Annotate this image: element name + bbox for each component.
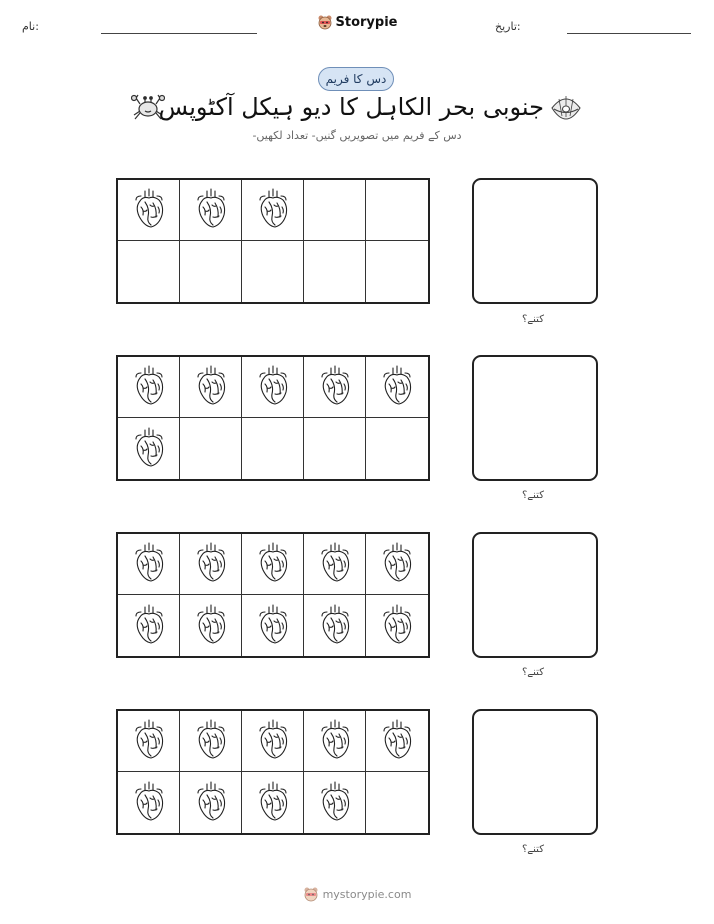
frame-cell — [242, 241, 304, 302]
frame-cell — [366, 180, 428, 241]
anatomical-heart-icon — [318, 541, 352, 587]
ten-frame — [116, 355, 430, 481]
frame-cell — [304, 711, 366, 772]
anatomical-heart-icon — [194, 780, 228, 826]
anatomical-heart-icon — [132, 603, 166, 649]
anatomical-heart-icon — [380, 541, 414, 587]
anatomical-heart-icon — [256, 187, 290, 233]
frame-cell — [304, 772, 366, 833]
frame-cell — [366, 595, 428, 656]
frame-cell — [304, 595, 366, 656]
anatomical-heart-icon — [132, 541, 166, 587]
answer-box[interactable] — [472, 355, 598, 481]
frame-cell — [118, 534, 180, 595]
anatomical-heart-icon — [318, 603, 352, 649]
frame-cell — [180, 711, 242, 772]
clam-shell-icon — [549, 92, 583, 122]
anatomical-heart-icon — [256, 364, 290, 410]
frame-cell — [118, 180, 180, 241]
footer — [0, 886, 714, 906]
frame-cell — [304, 534, 366, 595]
anatomical-heart-icon — [256, 718, 290, 764]
frame-cell — [366, 711, 428, 772]
frame-cell — [180, 241, 242, 302]
frame-cell — [242, 534, 304, 595]
frame-cell — [242, 595, 304, 656]
name-label: نام: — [22, 20, 39, 33]
frame-cell — [366, 418, 428, 479]
ten-frame — [116, 178, 430, 304]
answer-box[interactable] — [472, 532, 598, 658]
anatomical-heart-icon — [132, 718, 166, 764]
anatomical-heart-icon — [132, 187, 166, 233]
how-many-label: کتنے؟ — [522, 314, 544, 325]
frame-cell — [242, 711, 304, 772]
anatomical-heart-icon — [256, 541, 290, 587]
anatomical-heart-icon — [132, 780, 166, 826]
frame-cell — [366, 534, 428, 595]
frame-cell — [118, 711, 180, 772]
anatomical-heart-icon — [194, 187, 228, 233]
frame-cell — [180, 534, 242, 595]
anatomical-heart-icon — [318, 364, 352, 410]
anatomical-heart-icon — [380, 718, 414, 764]
frame-cell — [304, 241, 366, 302]
anatomical-heart-icon — [194, 364, 228, 410]
frame-cell — [180, 418, 242, 479]
how-many-label: کتنے؟ — [522, 490, 544, 501]
frame-cell — [242, 418, 304, 479]
frame-cell — [304, 180, 366, 241]
frame-cell — [118, 418, 180, 479]
frame-cell — [242, 357, 304, 418]
frame-cell — [304, 357, 366, 418]
frame-cell — [366, 772, 428, 833]
frame-cell — [366, 357, 428, 418]
date-write-line — [567, 33, 691, 34]
anatomical-heart-icon — [380, 364, 414, 410]
anatomical-heart-icon — [132, 364, 166, 410]
anatomical-heart-icon — [194, 541, 228, 587]
anatomical-heart-icon — [318, 780, 352, 826]
frame-cell — [366, 241, 428, 302]
frame-cell — [180, 180, 242, 241]
brand-name: Storypie — [335, 14, 398, 30]
frame-cell — [242, 180, 304, 241]
frame-cell — [118, 772, 180, 833]
how-many-label: کتنے؟ — [522, 844, 544, 855]
frame-cell — [304, 418, 366, 479]
instructions: دس کے فریم میں تصویریں گنیں- تعداد لکھیں- — [252, 129, 462, 142]
frame-cell — [118, 241, 180, 302]
bear-mascot-icon — [303, 886, 319, 902]
date-label: تاریخ: — [495, 20, 521, 33]
frame-cell — [118, 357, 180, 418]
worksheet-badge: دس کا فریم — [318, 67, 394, 91]
anatomical-heart-icon — [194, 603, 228, 649]
anatomical-heart-icon — [380, 603, 414, 649]
footer-url[interactable]: mystorypie.com — [322, 887, 412, 901]
frame-cell — [180, 772, 242, 833]
anatomical-heart-icon — [318, 718, 352, 764]
frame-cell — [180, 595, 242, 656]
frame-cell — [242, 772, 304, 833]
bear-mascot-icon — [317, 14, 333, 30]
anatomical-heart-icon — [256, 603, 290, 649]
frame-cell — [118, 595, 180, 656]
anatomical-heart-icon — [132, 426, 166, 472]
page-title: جنوبی بحر الکاہل کا دیو ہیکل آکٹوپس — [158, 93, 544, 121]
frame-cell — [180, 357, 242, 418]
how-many-label: کتنے؟ — [522, 667, 544, 678]
anatomical-heart-icon — [194, 718, 228, 764]
ten-frame — [116, 532, 430, 658]
answer-box[interactable] — [472, 178, 598, 304]
answer-box[interactable] — [472, 709, 598, 835]
ten-frame — [116, 709, 430, 835]
anatomical-heart-icon — [256, 780, 290, 826]
brand-logo — [0, 14, 714, 34]
